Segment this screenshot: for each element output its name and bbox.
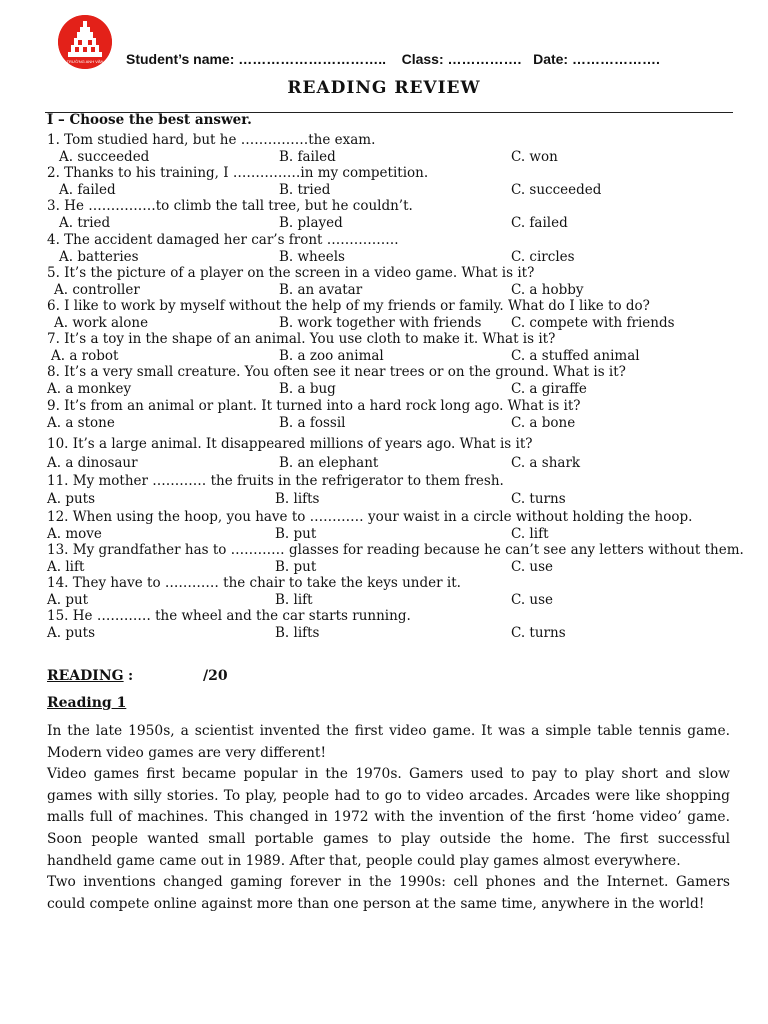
passage-paragraph: Two inventions changed gaming forever in the 1990s: cell phones and the Internet. Gamers could compete online against more than one person at the same time, anywhere in the world!: [47, 874, 730, 912]
answer-option-c[interactable]: C. use: [511, 559, 554, 575]
answer-option-a[interactable]: A. a monkey: [47, 381, 132, 397]
question-text: 3. He ……………to climb the tall tree, but he couldn’t.: [47, 198, 413, 214]
answer-option-a[interactable]: A. work alone: [54, 315, 149, 331]
passage-paragraph: In the late 1950s, a scientist invented the first video game. It was a simple table tennis game. Modern video games are very different!: [47, 723, 730, 761]
section-heading: I – Choose the best answer.: [47, 112, 252, 128]
answer-option-b[interactable]: B. played: [279, 215, 343, 231]
answer-option-a[interactable]: A. controller: [54, 282, 140, 298]
answer-option-c[interactable]: C. use: [511, 592, 554, 608]
answer-option-b[interactable]: B. an avatar: [279, 282, 363, 298]
tower-logo-icon: [58, 15, 112, 69]
answer-option-a[interactable]: A. a robot: [51, 348, 119, 364]
answer-option-c[interactable]: C. a shark: [511, 455, 581, 471]
reading-score: /20: [203, 668, 228, 684]
answer-option-c[interactable]: C. circles: [511, 249, 575, 265]
question-text: 15. He ………… the wheel and the car starts running.: [47, 608, 411, 624]
answer-option-a[interactable]: A. puts: [47, 491, 96, 507]
answer-option-a[interactable]: A. tried: [59, 215, 111, 231]
passage-paragraph: Video games first became popular in the 1970s. Gamers used to pay to play short and slow games with silly stories. To play, people had to go to video arcades. Arcades were like shopping malls full of machines. This changed in 1972 with the invention of the first ‘home video’ game. Soon people wanted small portable games to play outside the home. The first successful handheld game came out in 1989. After that, people could play games almost everywhere.: [47, 766, 730, 869]
answer-option-c[interactable]: C. succeeded: [511, 182, 602, 198]
answer-option-c[interactable]: C. turns: [511, 625, 566, 641]
answer-option-b[interactable]: B. a fossil: [279, 415, 346, 431]
question-text: 9. It’s from an animal or plant. It turned into a hard rock long ago. What is it?: [47, 398, 581, 414]
answer-option-b[interactable]: B. put: [275, 526, 317, 542]
question-text: 4. The accident damaged her car’s front …………….: [47, 232, 399, 248]
answer-option-c[interactable]: C. compete with friends: [511, 315, 675, 331]
answer-option-a[interactable]: A. batteries: [59, 249, 139, 265]
page-title: READING REVIEW: [287, 78, 481, 98]
student-info-line[interactable]: Student’s name: ………………………….. Class: ……………. Date: ……………….: [126, 51, 660, 67]
answer-option-b[interactable]: B. lift: [275, 592, 313, 608]
answer-option-c[interactable]: C. a stuffed animal: [511, 348, 640, 364]
answer-option-b[interactable]: B. tried: [279, 182, 331, 198]
question-text: 5. It’s the picture of a player on the screen in a video game. What is it?: [47, 265, 535, 281]
answer-option-b[interactable]: B. lifts: [275, 625, 320, 641]
question-text: 2. Thanks to his training, I ……………in my competition.: [47, 165, 429, 181]
answer-option-a[interactable]: A. succeeded: [59, 149, 150, 165]
answer-option-b[interactable]: B. failed: [279, 149, 336, 165]
answer-option-b[interactable]: B. wheels: [279, 249, 345, 265]
reading-label: READING: [47, 668, 124, 684]
answer-option-a[interactable]: A. move: [47, 526, 102, 542]
answer-option-a[interactable]: A. put: [47, 592, 89, 608]
question-text: 6. I like to work by myself without the help of my friends or family. What do I like to do?: [47, 298, 650, 314]
reading-colon: :: [128, 668, 134, 684]
answer-option-b[interactable]: B. lifts: [275, 491, 320, 507]
question-text: 11. My mother ………… the fruits in the refrigerator to them fresh.: [47, 473, 504, 489]
reading-passage: [47, 721, 730, 915]
question-text: 12. When using the hoop, you have to ………… your waist in a circle without holding the hoop.: [47, 509, 693, 525]
answer-option-a[interactable]: A. lift: [47, 559, 85, 575]
reading-subheading: Reading 1: [47, 695, 127, 711]
answer-option-a[interactable]: A. puts: [47, 625, 96, 641]
answer-option-a[interactable]: A. a dinosaur: [47, 455, 138, 471]
answer-option-c[interactable]: C. a giraffe: [511, 381, 587, 397]
answer-option-c[interactable]: C. a hobby: [511, 282, 584, 298]
question-text: 1. Tom studied hard, but he ……………the exam.: [47, 132, 376, 148]
school-logo: [58, 15, 112, 69]
question-text: 10. It’s a large animal. It disappeared millions of years ago. What is it?: [47, 436, 533, 452]
question-text: 8. It’s a very small creature. You often see it near trees or on the ground. What is it?: [47, 364, 626, 380]
question-text: 7. It’s a toy in the shape of an animal. You use cloth to make it. What is it?: [47, 331, 556, 347]
answer-option-c[interactable]: C. failed: [511, 215, 568, 231]
answer-option-c[interactable]: C. lift: [511, 526, 549, 542]
answer-option-b[interactable]: B. an elephant: [279, 455, 379, 471]
answer-option-a[interactable]: A. a stone: [47, 415, 115, 431]
question-text: 13. My grandfather has to ………… glasses for reading because he can’t see any letters without them.: [47, 542, 744, 558]
answer-option-b[interactable]: B. put: [275, 559, 317, 575]
answer-option-b[interactable]: B. work together with friends: [279, 315, 482, 331]
answer-option-b[interactable]: B. a zoo animal: [279, 348, 384, 364]
logo-caption: TRƯỜNG ANH VĂN: [66, 59, 104, 64]
answer-option-a[interactable]: A. failed: [59, 182, 116, 198]
question-text: 14. They have to ………… the chair to take the keys under it.: [47, 575, 461, 591]
answer-option-c[interactable]: C. turns: [511, 491, 566, 507]
answer-option-c[interactable]: C. won: [511, 149, 558, 165]
answer-option-b[interactable]: B. a bug: [279, 381, 336, 397]
answer-option-c[interactable]: C. a bone: [511, 415, 576, 431]
